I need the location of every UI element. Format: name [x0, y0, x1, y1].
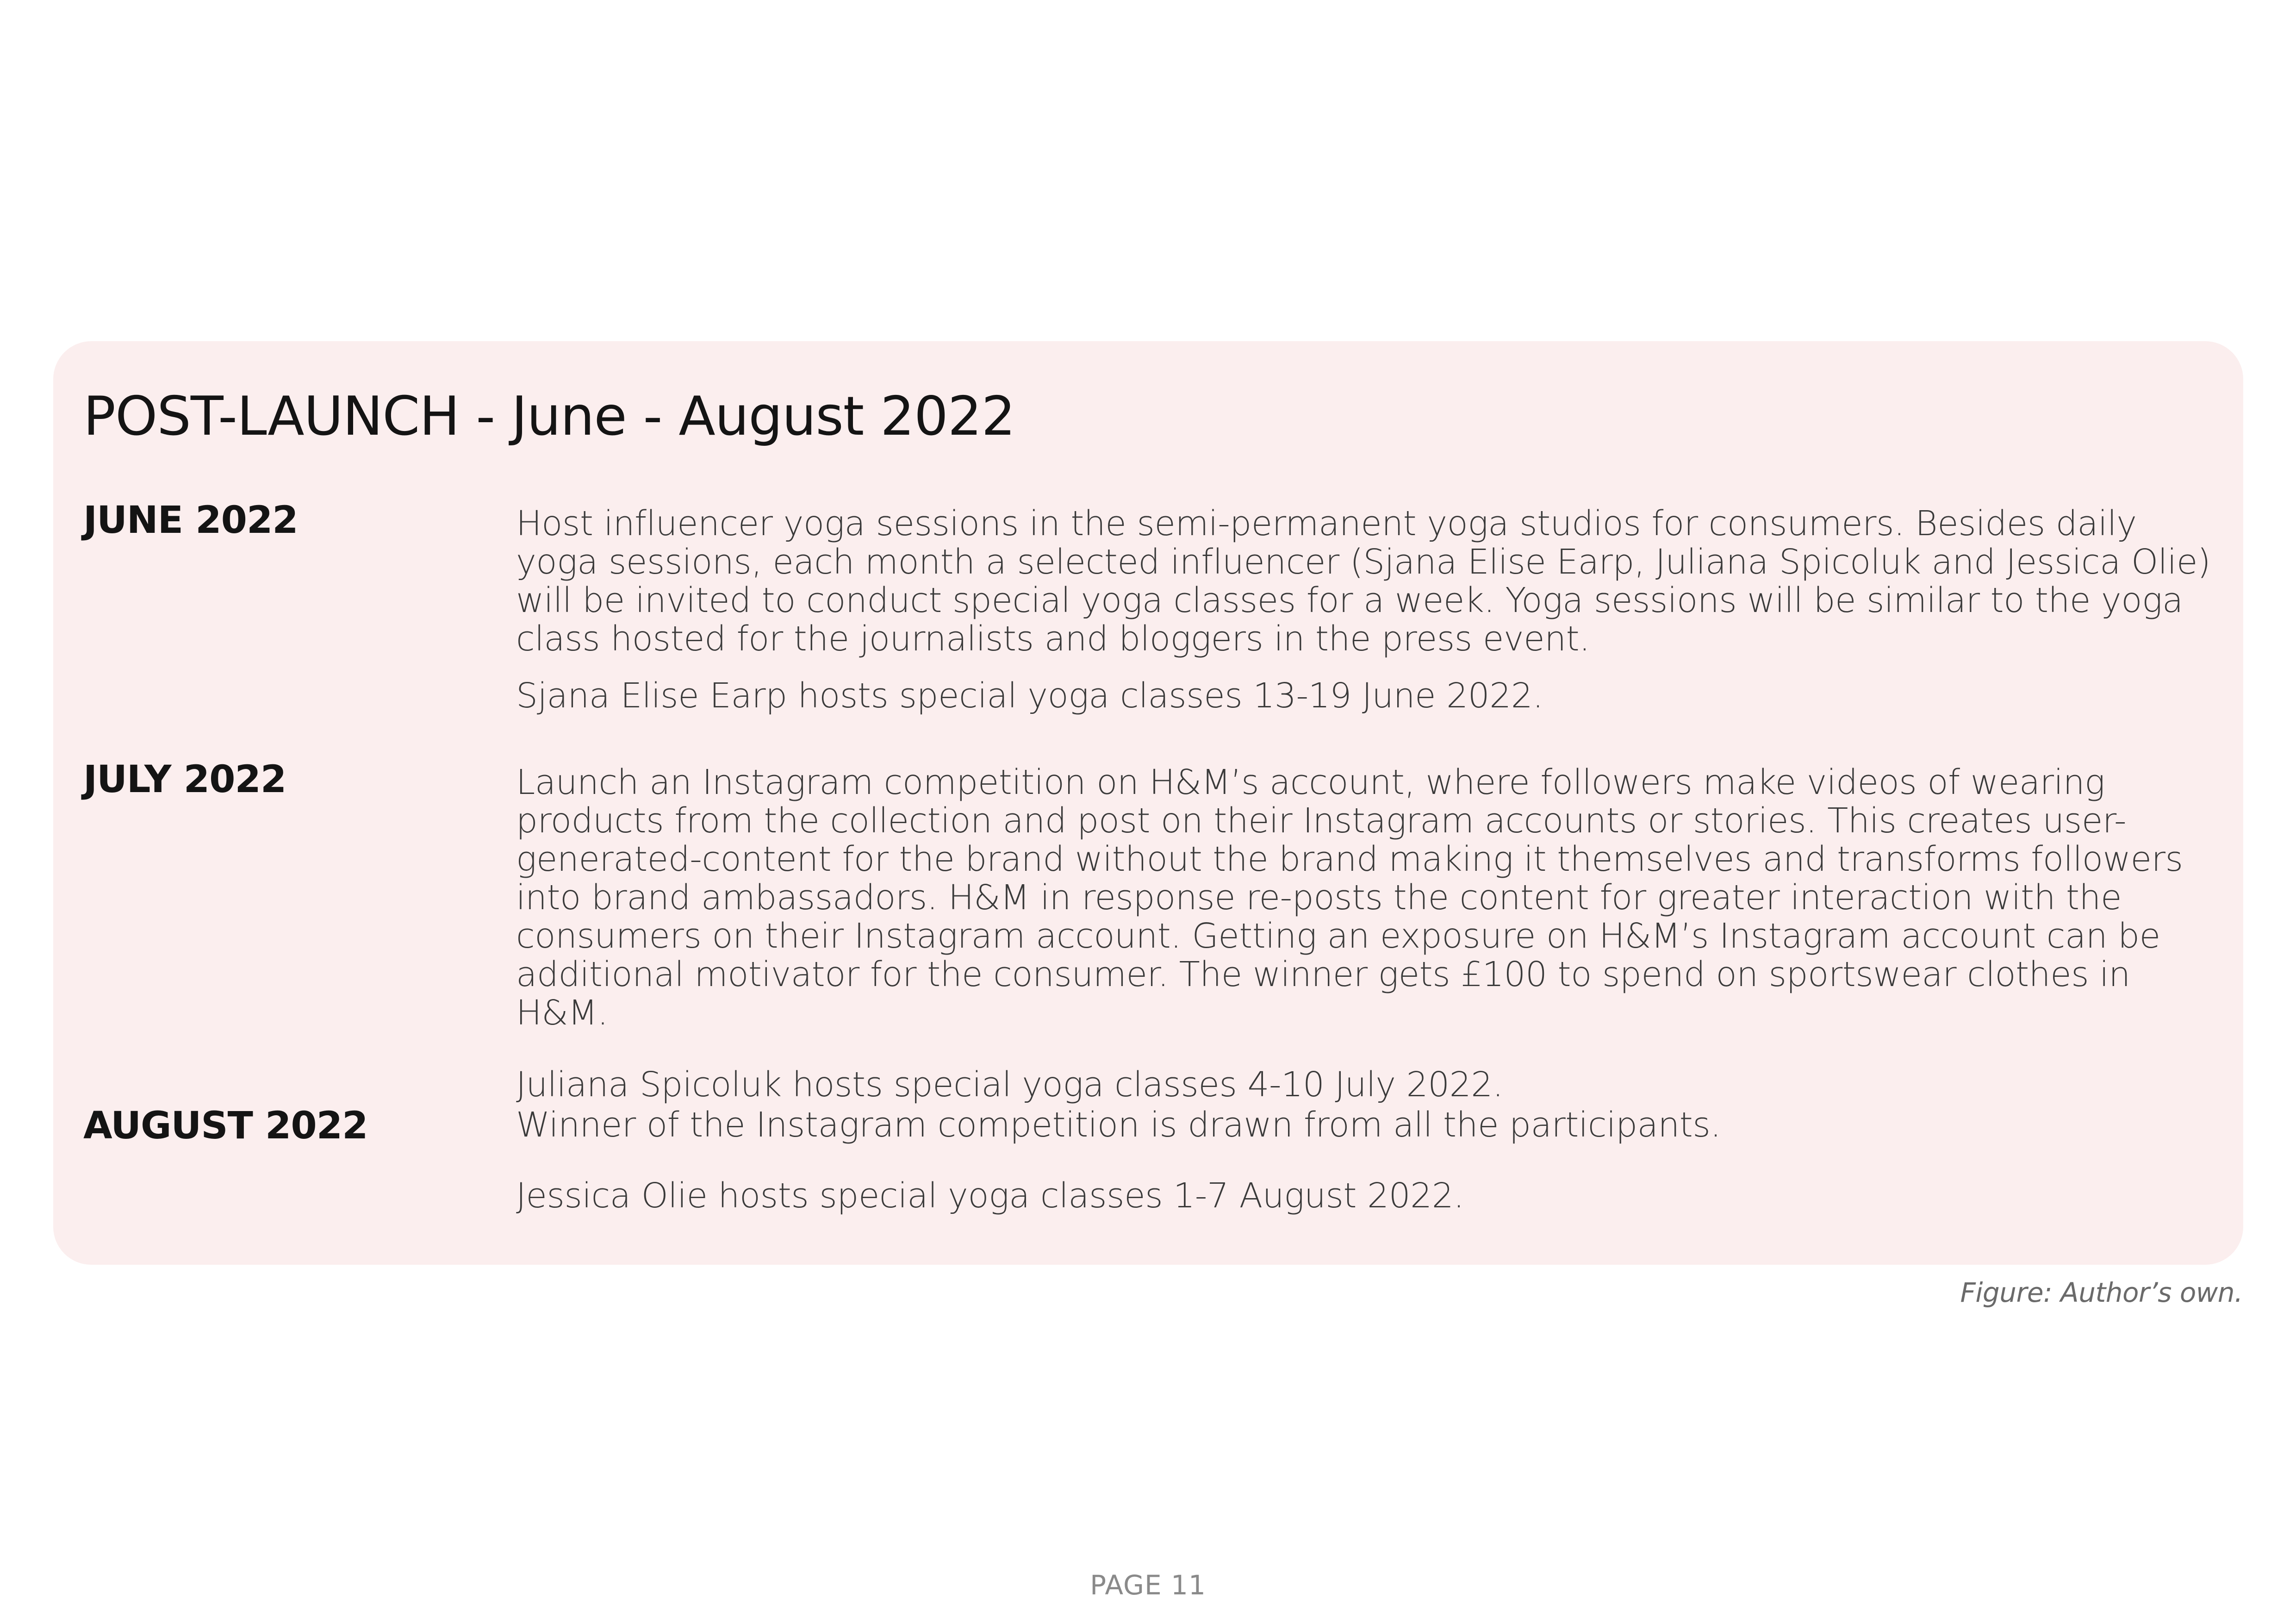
month-description: Winner of the Instagram competition is drawn from all the participants.	[516, 1105, 1721, 1145]
month-note: Jessica Olie hosts special yoga classes 1-7 August 2022.	[516, 1176, 1464, 1216]
page-number: PAGE 11	[1090, 1569, 1206, 1601]
month-note: Sjana Elise Earp hosts special yoga classes 13-19 June 2022.	[516, 676, 1543, 716]
month-description: Host influencer yoga sessions in the semi-permanent yoga studios for consumers. Besides daily yoga sessions, each month a selected influencer (Sjana Elise Earp, Juliana Spicoluk and Jessica Olie) will be invited to conduct special yoga classes for a week. Yoga sessions will be similar to the yoga class hosted for the journalists and bloggers in the press event.	[516, 504, 2211, 659]
month-entry-august	[516, 1106, 2228, 1215]
month-label-july: JULY 2022	[83, 758, 286, 801]
figure-caption: Figure: Author’s own.	[1960, 1277, 2243, 1308]
post-launch-panel	[53, 341, 2243, 1265]
month-description: Launch an Instagram competition on H&M’s account, where followers make videos of wearing products from the collection and post on their Instagram accounts or stories. This creates user-generated-content for the brand without the brand making it themselves and transforms followers into brand ambassadors. H&M in response re-posts the content for greater interaction with the consumers on their Instagram account. Getting an exposure on H&M’s Instagram account can be additional motivator for the consumer. The winner gets £100 to spend on sportswear clothes in H&M.	[516, 762, 2183, 1033]
month-label-august: AUGUST 2022	[83, 1104, 368, 1148]
month-entry-july	[516, 763, 2228, 1104]
month-entry-june	[516, 505, 2228, 715]
section-title: POST-LAUNCH - June - August 2022	[83, 385, 1015, 448]
month-label-june: JUNE 2022	[83, 499, 298, 542]
month-note: Juliana Spicoluk hosts special yoga classes 4-10 July 2022.	[516, 1065, 1503, 1105]
